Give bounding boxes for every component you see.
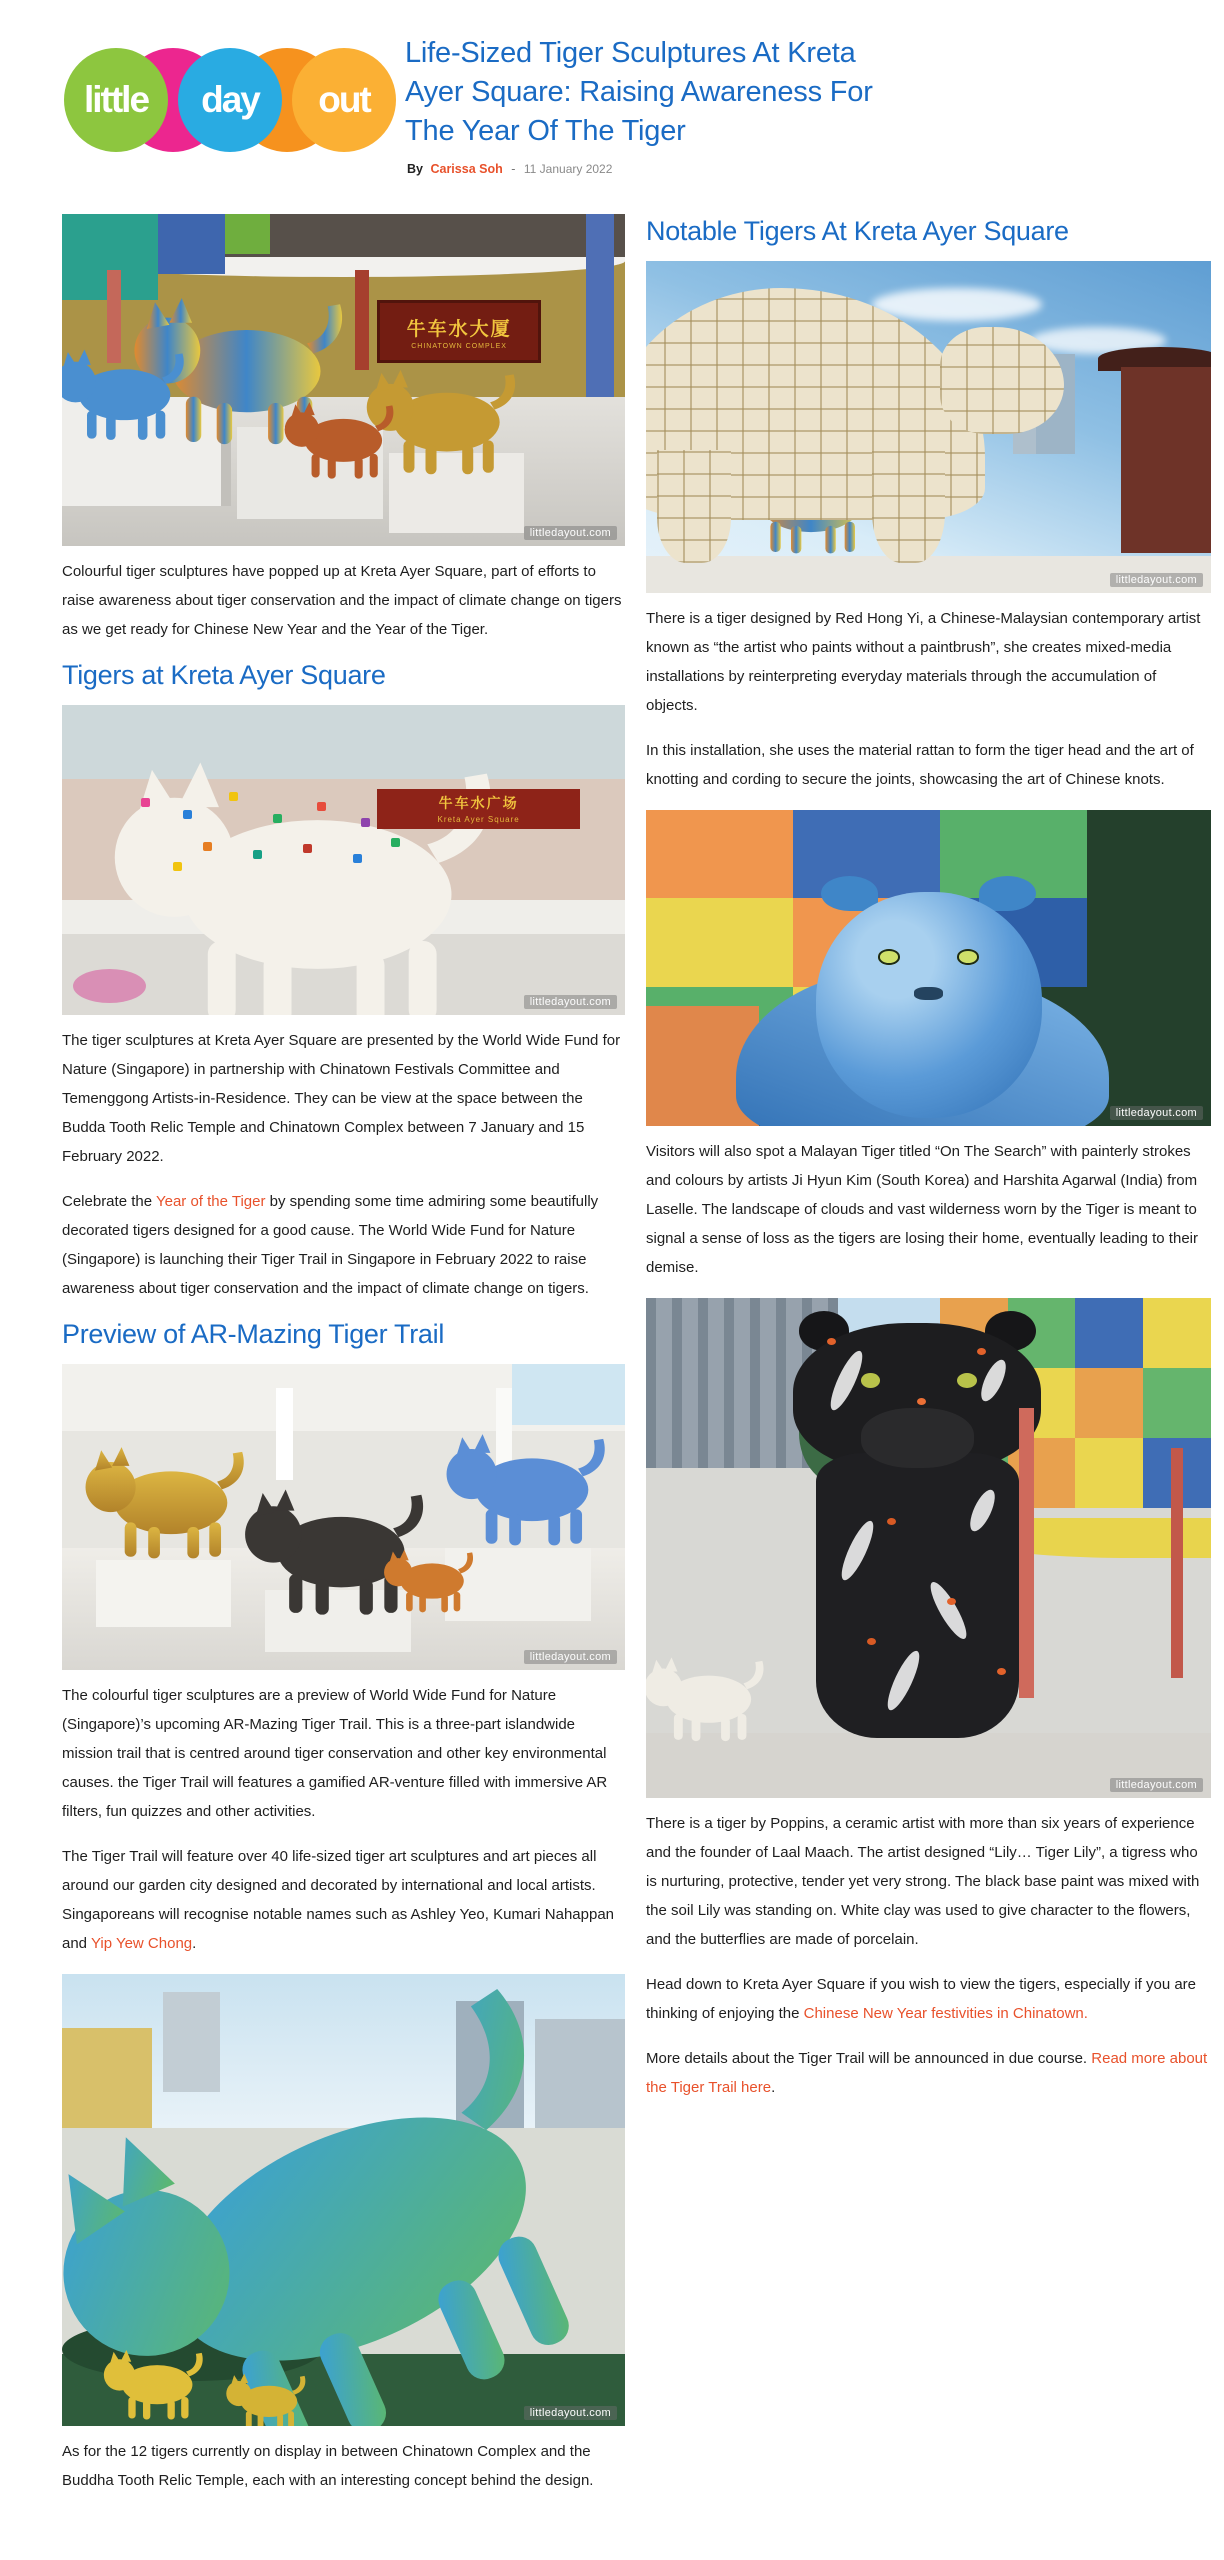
pagoda-building <box>1121 367 1211 553</box>
mosaic-tile <box>1075 1438 1143 1508</box>
sign-chinese-text: 牛车水大厦 <box>406 318 512 340</box>
photo-watermark: littledayout.com <box>524 2406 617 2420</box>
tiger-eye <box>957 949 980 965</box>
chinatown-complex-sign <box>377 300 541 362</box>
red-pole <box>1171 1448 1182 1678</box>
mosaic-tile <box>1143 1368 1211 1438</box>
right-column <box>646 214 1211 2118</box>
page-title: Life-Sized Tiger Sculptures At Kreta Ayer Square: Raising Awareness For The Year Of The Tiger <box>405 37 873 147</box>
rattan-tiger-leg <box>872 437 945 563</box>
blue-pillar <box>586 214 614 407</box>
paragraph: In this installation, she uses the material rattan to form the tiger head and the art of knotting and cording to secure the joints, showcasing the art of Chinese knots. <box>646 742 1194 788</box>
tiger-silhouette <box>220 2372 310 2426</box>
paragraph <box>62 1842 625 1958</box>
text-segment: More details about the Tiger Trail will be announced in due course. <box>646 2050 1092 2067</box>
left-column <box>62 214 625 2511</box>
mosaic-tile <box>1075 1368 1143 1438</box>
logo-circle-green <box>64 48 168 152</box>
sticker-confetti <box>141 798 150 807</box>
link-yip-yew-chong[interactable]: Yip Yew Chong <box>90 1935 193 1952</box>
red-beam <box>355 270 369 370</box>
section-heading-notable-tigers: Notable Tigers At Kreta Ayer Square <box>646 216 1069 246</box>
photo-rattan-tiger <box>646 261 1211 593</box>
pedestal-block <box>96 1560 231 1627</box>
cloud <box>872 288 1042 321</box>
article-body <box>0 214 1224 2511</box>
paragraph: As for the 12 tigers currently on display in between Chinatown Complex and the Buddha Tooth Relic Temple, each with an interesting concept behind the design. <box>62 2443 594 2489</box>
building <box>163 1992 219 2091</box>
tiger-silhouette <box>646 1655 770 1743</box>
white-pillar <box>276 1388 293 1480</box>
tiger-muzzle <box>861 1408 974 1468</box>
scene-block <box>225 214 270 254</box>
link-year-of-the-tiger[interactable]: Year of the Tiger <box>155 1193 266 1210</box>
paragraph: The colourful tiger sculptures are a preview of World Wide Fund for Nature (Singapore)’s upcoming AR-Mazing Tiger Trail. This is a three-part islandwide mission trail that is centred around tiger conservation and other key environmental causes. the Tiger Trail will features a gamified AR-venture filled with immersive AR filters, fun quizzes and other activities. <box>62 1687 608 1820</box>
section-heading-tigers-at-kreta-ayer: Tigers at Kreta Ayer Square <box>62 660 386 690</box>
tiger-silhouette <box>73 1444 253 1561</box>
paragraph: The tiger sculptures at Kreta Ayer Square are presented by the World Wide Fund for Nature (Singapore) in partnership with Chinatown Festivals Committee and Temenggong Artists-in-Residence. They can be view at the space between the Budda Tooth Relic Temple and Chinatown Complex between 7 January and 15 February 2022. <box>62 1032 621 1165</box>
mosaic-tile <box>646 898 793 986</box>
mosaic-tile <box>646 810 793 898</box>
rattan-tiger-leg <box>657 450 730 563</box>
photo-colourful-tigers-square <box>62 214 625 546</box>
tiger-nose <box>914 987 942 1000</box>
mosaic-tile <box>1075 1298 1143 1368</box>
scene-block <box>158 214 226 274</box>
byline-prefix: By <box>407 162 423 176</box>
intro-paragraph: Colourful tiger sculptures have popped up at Kreta Ayer Square, part of efforts to raise awareness about tiger conservation and the impact of climate change on tigers as we get ready for Chinese New Year and the Year of the Tiger. <box>62 563 622 638</box>
tiger-silhouette <box>434 1431 614 1548</box>
byline-separator: - <box>511 162 516 176</box>
photo-watermark: littledayout.com <box>1110 1778 1203 1792</box>
photo-watermark: littledayout.com <box>1110 573 1203 587</box>
tiger-silhouette <box>276 400 400 481</box>
photo-watermark: littledayout.com <box>524 526 617 540</box>
text-segment: by spending some time admiring some beautifully decorated tigers designed for a good cause. The World Wide Fund for Nature (Singapore) is launching their Tiger Trail in Singapore in February 2022 to raise awareness about tiger conservation and the impact of climate change on tigers. <box>62 1193 599 1297</box>
author-link[interactable]: Carissa Soh <box>430 162 503 176</box>
text-segment: Celebrate the <box>62 1193 156 1210</box>
photo-watermark: littledayout.com <box>524 1650 617 1664</box>
tiger-silhouette <box>96 2348 209 2421</box>
logo-word-little: little <box>83 79 149 120</box>
photo-watermark: littledayout.com <box>524 995 617 1009</box>
paragraph <box>62 1187 625 1303</box>
tiger-eye <box>957 1373 977 1388</box>
sky <box>512 1364 625 1425</box>
red-pole <box>1019 1408 1034 1698</box>
photo-sticker-collage-tiger <box>62 705 625 1015</box>
photo-blue-malayan-tiger <box>646 810 1211 1126</box>
orange-butterflies <box>827 1338 836 1345</box>
text-segment: The Tiger Trail will feature over 40 life-sized tiger art sculptures and art pieces all around our garden city designed and decorated by international and local artists. Singaporeans will recognise notable names such as Ashley Yeo, Kumari Nahappan and <box>62 1848 615 1952</box>
tiger-silhouette <box>377 1548 478 1614</box>
photo-tiger-trail-preview <box>62 1364 625 1670</box>
paragraph: Visitors will also spot a Malayan Tiger titled “On The Search” with painterly strokes and colours by artists Ji Hyun Kim (South Korea) and Harshita Agarwal (India) from Laselle. The landscape of clouds and vast wilderness worn by the Tiger is meant to signal a sense of loss as the tigers are losing their home, eventually leading to their demise. <box>646 1143 1198 1276</box>
kreta-ayer-square-sign <box>377 789 580 829</box>
logo-circle-yellow <box>292 48 396 152</box>
byline <box>407 162 612 176</box>
logo-word-day: day <box>201 79 259 120</box>
sign-chinese-text: 牛车水广场 <box>438 795 519 812</box>
paragraph: There is a tiger by Poppins, a ceramic artist with more than six years of experience and the founder of Laal Maach. The artist designed “Lily… Tiger Lily”, a tigress who is nurturing, protective, tender yet very strong. The black base paint was mixed with the soil Lily was standing on. White clay was used to give character to the flowers, and the butterflies are made of porcelain. <box>646 1815 1200 1948</box>
site-header <box>0 0 1224 214</box>
photo-watermark: littledayout.com <box>1110 1106 1203 1120</box>
blue-tiger-head <box>816 892 1042 1118</box>
link-cny-festivities-chinatown[interactable]: Chinese New Year festivities in Chinatown. <box>803 2005 1088 2022</box>
tiger-silhouette <box>62 347 192 442</box>
sign-english-text: Kreta Ayer Square <box>437 815 520 825</box>
logo-word-out: out <box>318 79 370 120</box>
link-read-more-tiger-trail[interactable]: Read more about the Tiger Trail here <box>646 2050 1208 2096</box>
photo-blue-green-leaping-tiger <box>62 1974 625 2426</box>
text-segment: . <box>771 2079 776 2096</box>
mosaic-tile <box>1143 1298 1211 1368</box>
section-heading-preview-tiger-trail: Preview of AR-Mazing Tiger Trail <box>62 1319 445 1349</box>
paragraph <box>646 1970 1211 2028</box>
tiger-eye <box>878 949 901 965</box>
text-segment: . <box>192 1935 197 1952</box>
photo-black-tiger-lily <box>646 1298 1211 1798</box>
paragraph: There is a tiger designed by Red Hong Yi, a Chinese-Malaysian contemporary artist known as “the artist who paints without a paintbrush”, she creates mixed-media installations by reinterpreting everyday materials through the accumulation of objects. <box>646 610 1201 714</box>
publish-date: 11 January 2022 <box>523 162 613 176</box>
paragraph <box>646 2044 1211 2102</box>
logo-circle-blue <box>178 48 282 152</box>
site-logo[interactable] <box>64 48 398 120</box>
sign-english-text: CHINATOWN COMPLEX <box>411 342 507 350</box>
text-segment: Head down to Kreta Ayer Square if you wish to view the tigers, especially if you are thinking of enjoying the <box>646 1976 1197 2022</box>
